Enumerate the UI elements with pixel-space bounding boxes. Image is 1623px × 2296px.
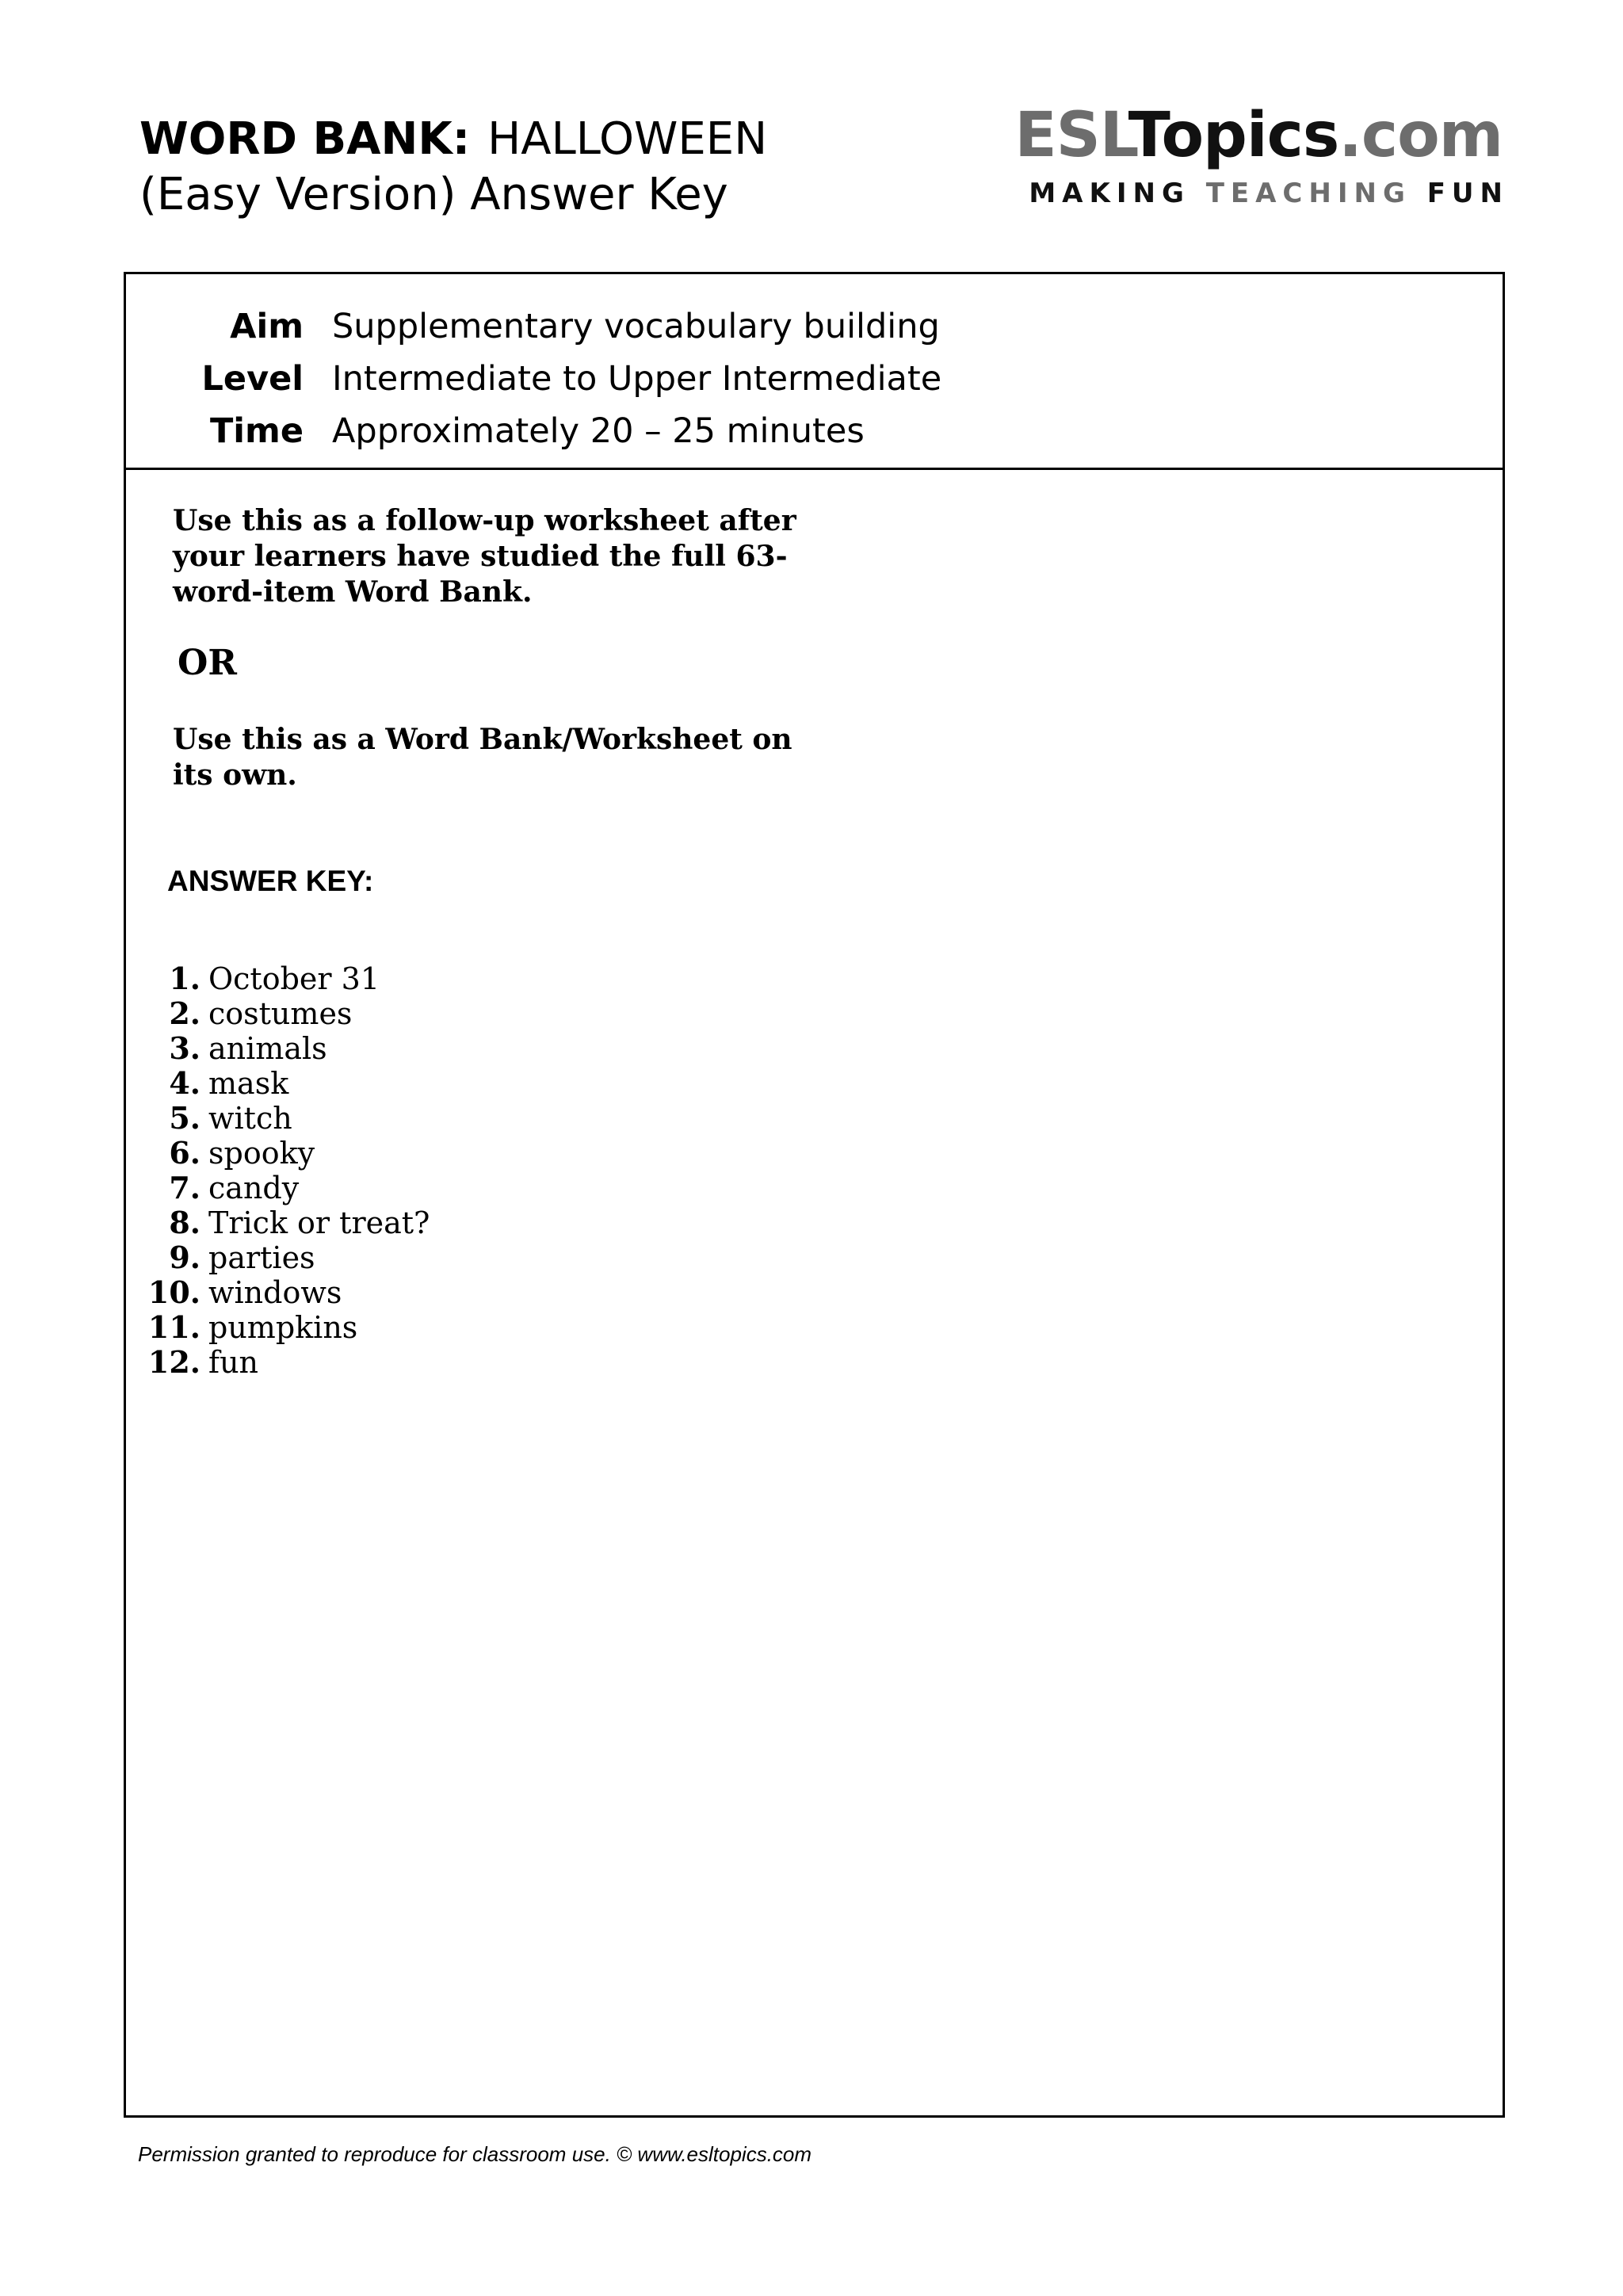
answer-number: 8. [169,1205,200,1240]
page-title [139,113,767,166]
tagline-making: MAKING [1029,178,1190,209]
intro-line: word-item Word Bank. [173,575,533,609]
answer-number: 5. [169,1100,200,1136]
answer-text: windows [208,1275,342,1310]
intro-line: its own. [173,758,297,792]
answer-text: pumpkins [208,1310,358,1345]
tagline-fun: FUN [1426,178,1509,209]
answer-number: 1. [169,961,200,996]
or-separator: OR [178,643,237,683]
intro-paragraph-2 [173,722,823,793]
logo-part-esl: ESL [1014,100,1128,171]
answer-text: Trick or treat? [208,1205,430,1240]
intro-paragraph-1 [173,503,823,610]
page-subtitle: (Easy Version) Answer Key [139,169,728,220]
answer-number: 11. [147,1309,200,1345]
answer-number: 6. [169,1135,200,1171]
level-value: Intermediate to Upper Intermediate [332,359,942,399]
answer-text: mask [208,1066,289,1101]
intro-line: Use this as a Word Bank/Worksheet on [173,723,792,756]
answer-number: 2. [169,995,200,1031]
answer-text: fun [208,1345,259,1380]
answer-text: spooky [208,1136,315,1171]
answer-number: 12. [147,1344,200,1380]
intro-line: your learners have studied the full 63- [173,540,788,573]
answer-number: 3. [169,1030,200,1066]
logo-part-com: .com [1338,100,1503,171]
time-value: Approximately 20 – 25 minutes [332,411,865,451]
answer-number: 9. [169,1240,200,1275]
title-topic: HALLOWEEN [487,113,768,165]
worksheet-frame [124,272,1505,2118]
answer-text: parties [208,1240,315,1275]
answer-text: candy [208,1171,300,1205]
title-label: WORD BANK: [139,113,471,165]
answer-number: 10. [147,1274,200,1310]
aim-value: Supplementary vocabulary building [332,307,940,346]
aim-label: Aim [230,307,304,346]
intro-line: Use this as a follow-up worksheet after [173,504,796,537]
time-label: Time [209,411,304,451]
answer-text: animals [208,1031,327,1066]
esltopics-logo [1014,98,1509,209]
answer-text: October 31 [208,961,380,996]
answer-key-heading: ANSWER KEY: [167,865,374,897]
lesson-meta [126,274,1503,470]
answer-number: 7. [169,1170,200,1205]
logo-wordmark [1014,98,1503,173]
footer-permission: Permission granted to reproduce for classroom use. © www.esltopics.com [138,2142,812,2166]
logo-tagline [1014,178,1509,209]
tagline-teaching: TEACHING [1205,178,1411,209]
answer-text: costumes [208,996,353,1031]
answer-text: witch [208,1101,292,1136]
logo-part-topics: Topics [1128,100,1339,171]
level-label: Level [201,359,304,399]
answer-number: 4. [169,1065,200,1101]
